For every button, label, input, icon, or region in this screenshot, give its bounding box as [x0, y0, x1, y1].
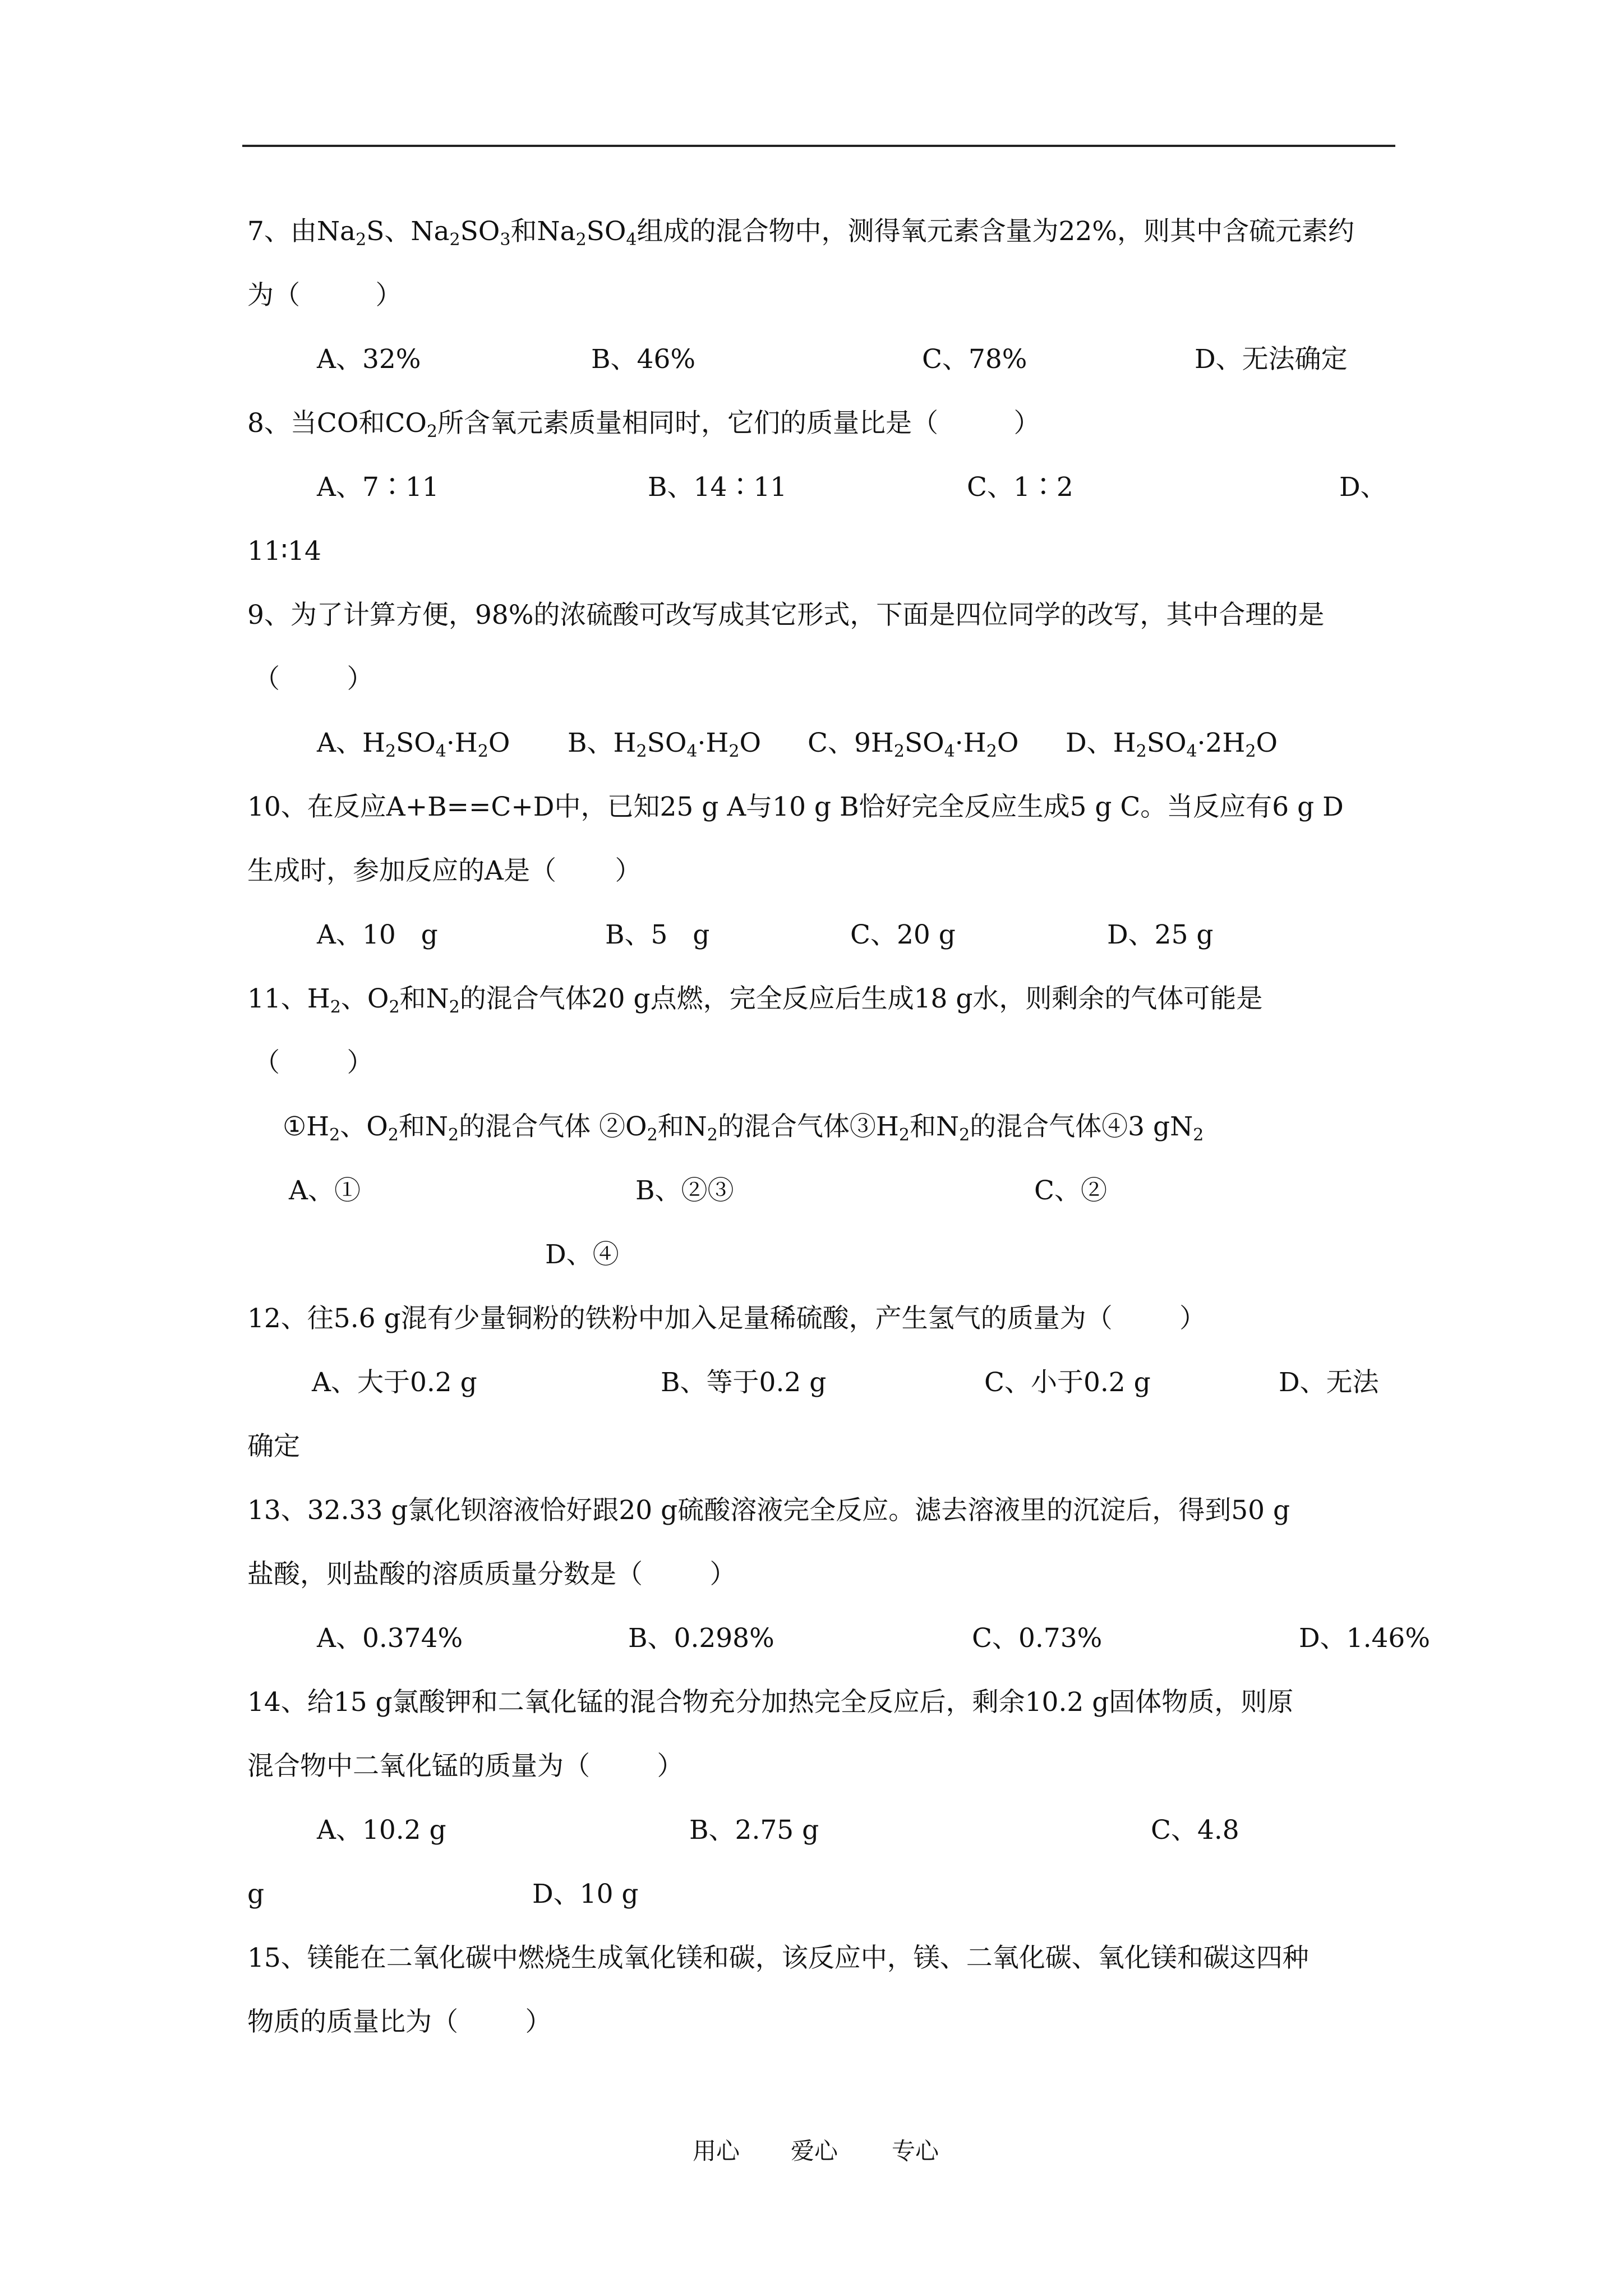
q7-option: A、32% — [317, 344, 421, 375]
q11-option: C、② — [1034, 1175, 1107, 1206]
q10-stem-line: 生成时，参加反应的A是（ ） — [247, 855, 642, 886]
q15-stem-line: 15、镁能在二氧化碳中燃烧生成氧化镁和碳，该反应中，镁、二氧化碳、氧化镁和碳这四种 — [247, 1943, 1309, 1973]
q11-stem-line: 11、$H_2$、$O_2$和$N_2$的混合气体20 g点燃，完全反应后生成18 g水，则剩余的气体可能是 — [247, 983, 1263, 1017]
q14-option: C、4.8 — [1151, 1815, 1239, 1846]
footer-text-1: 用心 — [693, 2137, 740, 2165]
q12-option: 确定 — [247, 1431, 300, 1462]
q8-option: 11∶14 — [247, 536, 321, 567]
q9-option: B、$H_2SO_4\cdot H_2O$ — [568, 728, 762, 761]
q14-option: A、10.2 g — [317, 1815, 446, 1846]
q13-option: A、0.374% — [317, 1623, 463, 1654]
q15-stem-line: 物质的质量比为（ ） — [247, 2007, 552, 2037]
q13-option: C、0.73% — [972, 1623, 1103, 1654]
q14-stem-line: 14、给15 g氯酸钾和二氧化锰的混合物充分加热完全反应后，剩余10.2 g固体物质，则原 — [247, 1687, 1294, 1718]
q9-stem-line: （ ） — [253, 664, 374, 694]
q7-option: B、46% — [591, 344, 696, 375]
q13-stem-line: 13、32.33 g氯化钡溶液恰好跟20 g硫酸溶液完全反应。滤去溶液里的沉淀后，得到50 g — [247, 1495, 1290, 1526]
q8-option: C、1∶2 — [967, 472, 1073, 503]
q11-stem-line: $①H_2$、$O_2$和$N_2$的混合气体 $②O_2$和$N_2$的混合气体$③H_2$和$N_2$的混合气体④3 $gN_2$ — [283, 1111, 1204, 1145]
q12-option: A、大于0.2 g — [312, 1367, 477, 1398]
q7-option: C、78% — [922, 344, 1027, 375]
q13-option: D、1.46% — [1299, 1623, 1430, 1654]
q9-option: D、$H_2SO_4\cdot 2H_2O$ — [1066, 728, 1278, 761]
header-rule — [242, 145, 1395, 147]
q12-option: B、等于0.2 g — [661, 1367, 827, 1398]
q11-option: B、②③ — [635, 1175, 734, 1206]
q8-option: D、 — [1339, 472, 1387, 503]
q12-option: D、无法 — [1279, 1367, 1379, 1398]
footer-text-2: 爱心 — [791, 2137, 838, 2165]
q10-option: B、5 g — [605, 919, 710, 950]
q11-option: A、① — [289, 1175, 361, 1206]
q12-option: C、小于0.2 g — [984, 1367, 1151, 1398]
q7-stem-line: 7、由$Na_2S$、$Na_2SO_3$和$Na_2SO_4$组成的混合物中，测得氧元素含量为22%，则其中含硫元素约 — [247, 216, 1354, 250]
q10-option: C、20 g — [850, 919, 956, 950]
q7-option: D、无法确定 — [1195, 344, 1348, 375]
q10-option: D、25 g — [1107, 919, 1214, 950]
q14-stem-line: 混合物中二氧化锰的质量为（ ） — [247, 1751, 684, 1782]
footer-text-3: 专心 — [892, 2137, 939, 2165]
q8-stem-line: 8、当CO和$CO_2$所含氧元素质量相同时，它们的质量比是（ ） — [247, 408, 1040, 441]
q13-option: B、0.298% — [628, 1623, 774, 1654]
q11-stem-line: （ ） — [253, 1047, 374, 1078]
q9-option: C、$9H_2SO_4\cdot H_2O$ — [808, 728, 1019, 761]
q10-option: A、10 g — [317, 919, 438, 950]
q10-stem-line: 10、在反应A+B==C+D中，已知25 g A与10 g B恰好完全反应生成5 g C。当反应有6 g D — [247, 792, 1344, 822]
q8-option: B、14∶11 — [648, 472, 787, 503]
q8-option: A、7∶11 — [317, 472, 439, 503]
q11-option: D、④ — [545, 1239, 619, 1270]
q14-option: g — [247, 1879, 265, 1910]
q9-stem-line: 9、为了计算方便，98%的浓硫酸可改写成其它形式，下面是四位同学的改写，其中合理的是 — [247, 600, 1325, 631]
q13-stem-line: 盐酸，则盐酸的溶质质量分数是（ ） — [247, 1559, 736, 1590]
q14-option: D、10 g — [532, 1879, 639, 1910]
q9-option: A、$H_2SO_4\cdot H_2O$ — [317, 728, 510, 761]
q14-option: B、2.75 g — [689, 1815, 819, 1846]
q7-stem-line: 为（ ） — [247, 280, 402, 311]
q12-stem-line: 12、往5.6 g混有少量铜粉的铁粉中加入足量稀硫酸，产生氢气的质量为（ ） — [247, 1303, 1206, 1334]
